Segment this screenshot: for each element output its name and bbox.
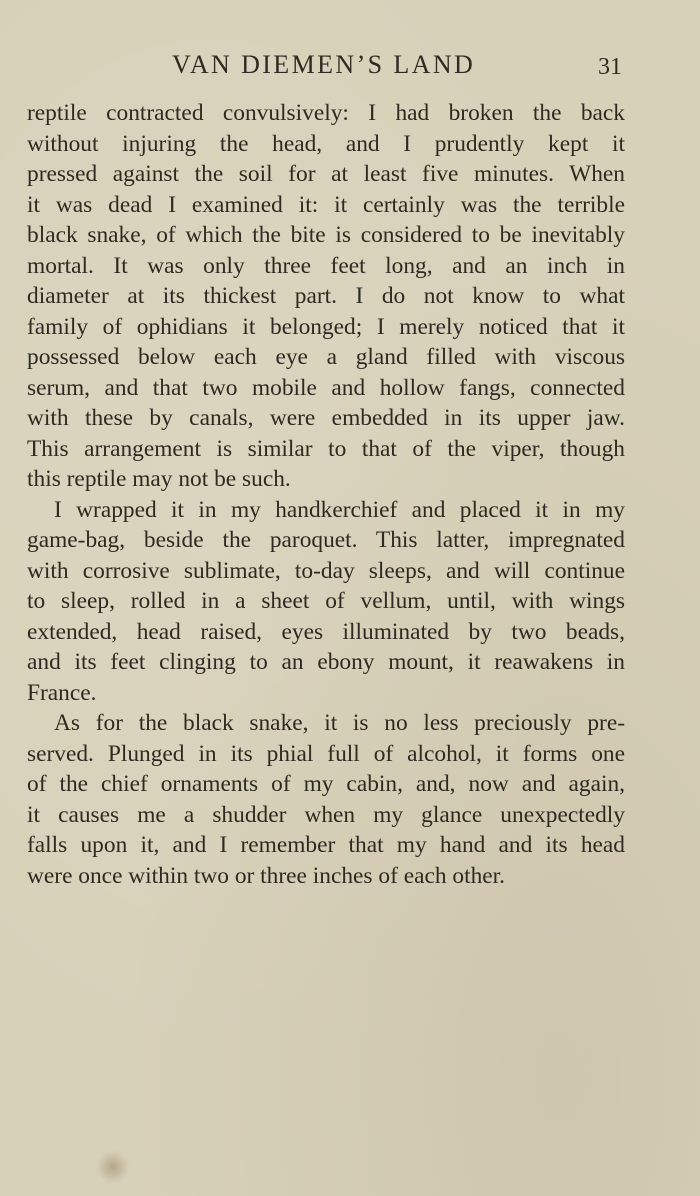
paragraph-first-line: I wrapped it in my handkerchief and placed it in my xyxy=(54,496,625,523)
body-text xyxy=(27,98,625,891)
paragraph-first-line: As for the black snake, it is no less preciously pre- xyxy=(54,710,625,736)
text-line: extended, head raised, eyes illuminated by two beads, xyxy=(27,618,625,645)
text-line: served. Plunged in its phial full of alcohol, it forms one xyxy=(27,740,625,767)
text-line: black snake, of which the bite is considered to be inevitably xyxy=(27,222,625,248)
text-line: mortal. It was only three feet long, and an inch in xyxy=(27,252,625,279)
text-line: diameter at its thickest part. I do not know to what xyxy=(27,283,625,309)
text-line: it was dead I examined it: it certainly was the terrible xyxy=(27,191,625,218)
text-line: with these by canals, were embedded in its upper jaw. xyxy=(27,405,625,431)
text-line: reptile contracted convulsively: I had broken the back xyxy=(27,100,625,126)
paper-stain xyxy=(96,1150,130,1184)
paragraph-end-line: were once within two or three inches of each other. xyxy=(27,862,506,889)
text-line: family of ophidians it belonged; I merely noticed that it xyxy=(27,313,625,340)
text-line: of the chief ornaments of my cabin, and, now and again, xyxy=(27,771,625,797)
text-line: serum, and that two mobile and hollow fangs, connected xyxy=(27,374,625,401)
text-line: without injuring the head, and I prudently kept it xyxy=(27,130,625,157)
text-line: falls upon it, and I remember that my hand and its head xyxy=(27,832,625,858)
text-line: with corrosive sublimate, to-day sleeps, and will continue xyxy=(27,557,625,584)
text-line: game-bag, beside the paroquet. This latter, impregnated xyxy=(27,527,625,553)
text-line: it causes me a shudder when my glance unexpectedly xyxy=(27,801,625,828)
running-title: VAN DIEMEN’S LAND xyxy=(172,50,476,79)
running-head xyxy=(0,50,700,82)
text-line: This arrangement is similar to that of the viper, though xyxy=(27,435,625,462)
text-line: pressed against the soil for at least five minutes. When xyxy=(27,161,625,187)
page-number: 31 xyxy=(598,54,622,80)
text-line: possessed below each eye a gland filled with viscous xyxy=(27,344,625,370)
paragraph-end-line: this reptile may not be such. xyxy=(27,466,291,492)
text-line: and its feet clinging to an ebony mount, it reawakens in xyxy=(27,649,625,675)
paragraph-end-line: France. xyxy=(27,679,97,706)
text-line: to sleep, rolled in a sheet of vellum, until, with wings xyxy=(27,588,625,614)
